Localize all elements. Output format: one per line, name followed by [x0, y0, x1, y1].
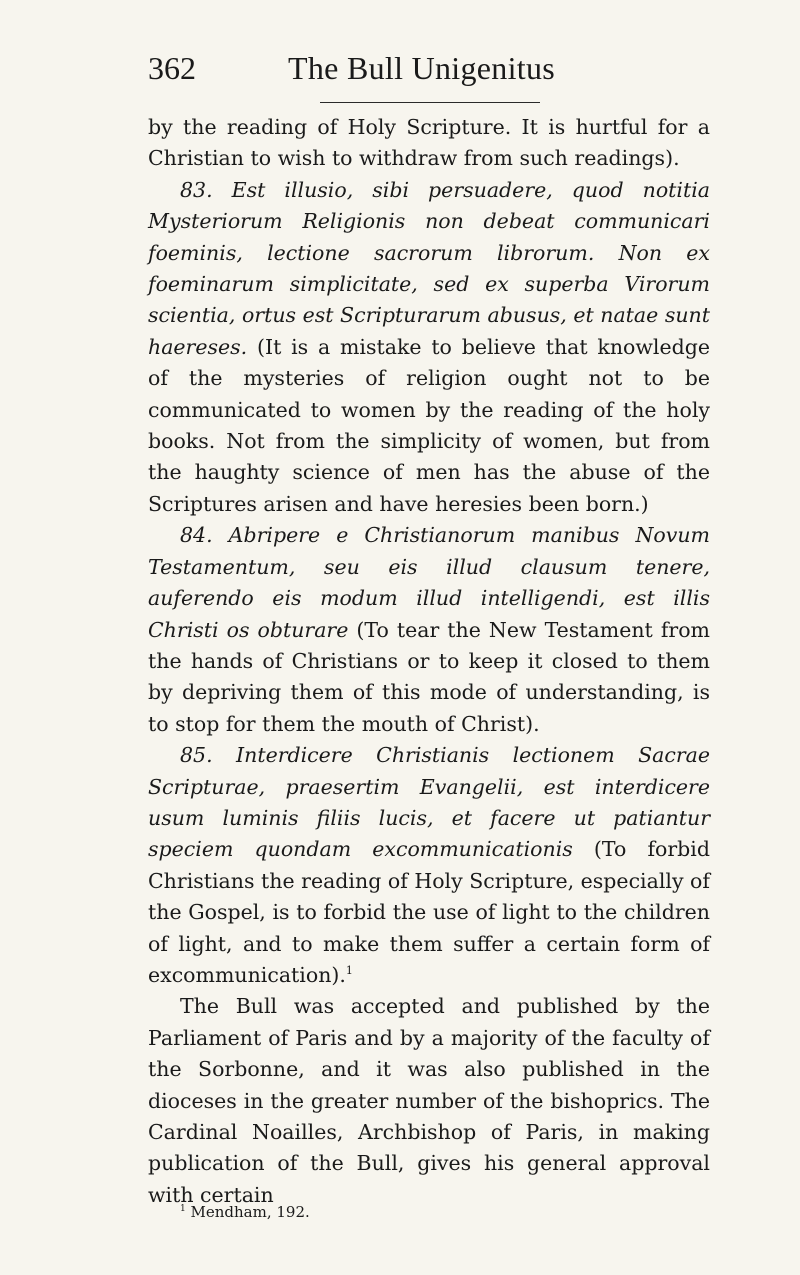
paragraph-continuation: [148, 112, 710, 175]
page-number: 362: [148, 50, 196, 86]
article-84: [148, 520, 710, 740]
footnote: [180, 1202, 310, 1222]
article-number: 85.: [180, 743, 213, 768]
paragraph-text: The Bull was accepted and published by the Parliament of Paris and by a majority of the faculty of the Sorbonne, and it was also published in the dioceses in the greater number of the bishoprics. The Cardinal Noailles, Archbishop of Paris, in making publication of the Bull, gives his general approval with certain: [148, 994, 710, 1207]
footnote-text: Mendham, 192.: [190, 1203, 310, 1221]
article-number: 83.: [180, 177, 213, 202]
running-head: The Bull Unigenitus: [288, 50, 556, 86]
translation-text: (It is a mistake to believe that knowledge of the mysteries of religion ought not to be communicated to women by the reading of the holy books. Not from the simplicity of women, but from the haughty science of men has the abuse of the Scriptures arisen and have heresies been born.): [148, 334, 710, 516]
latin-text: Interdicere Christianis lectionem Sacrae Scripturae, praesertim Evangelii, est interdicere usum luminis filiis lucis, et facere ut patiantur speciem quondam excommunicationis: [148, 743, 710, 862]
latin-text: Est illusio, sibi persuadere, quod notitia Mysteriorum Religionis non debeat communicari foeminis, lectione sacrorum librorum. Non ex foeminarum simplicitate, sed ex superba Virorum scientia, ortus est Scripturarum abusus, et natae sunt haereses.: [148, 177, 710, 359]
article-85: [148, 740, 710, 991]
page-header: [148, 50, 708, 95]
translation-text: (To tear the New Testament from the hands of Christians or to keep it closed to them by depriving them of this mode of understanding, is to stop for them the mouth of Christ).: [148, 617, 710, 736]
latin-text: Abripere e Christianorum manibus Novum Testamentum, seu eis illud clausum tenere, auferendo eis modum illud intelligendi, est illis Christi os obturare: [148, 523, 710, 642]
paragraph-bull-acceptance: [148, 991, 710, 1211]
header-rule: [320, 102, 540, 103]
paragraph-text: by the reading of Holy Scripture. It is hurtful for a Christian to wish to withdraw from such readings).: [148, 115, 710, 171]
footnote-reference[interactable]: 1: [345, 963, 353, 977]
footnote-marker: 1: [180, 1204, 186, 1214]
article-83: [148, 175, 710, 520]
article-number: 84.: [180, 523, 213, 548]
body-text: [148, 112, 710, 1211]
translation-text: (To forbid Christians the reading of Holy Scripture, especially of the Gospel, is to forbid the use of light to the children of light, and to make them suffer a certain form of excommunication).: [148, 837, 710, 987]
